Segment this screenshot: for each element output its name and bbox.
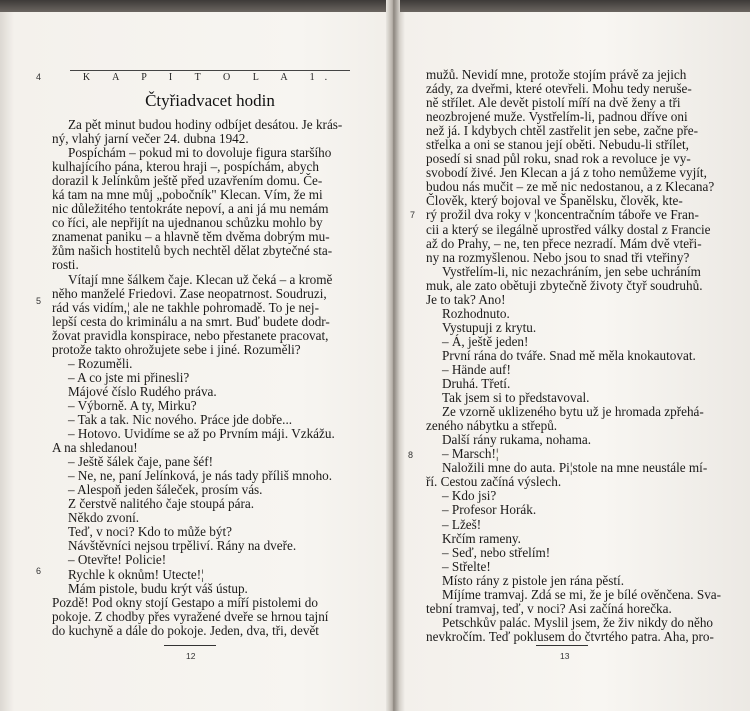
text-line: – Tak a tak. Nic nového. Práce jde dobře... bbox=[68, 411, 293, 427]
text-line: až do Prahy, – ne, ten přece nezradí. Mám dvě vteři- bbox=[426, 235, 702, 251]
right-footer-rule bbox=[536, 645, 588, 646]
text-line: Z čerstvě nalitého čaje stoupá pára. bbox=[68, 496, 255, 512]
text-line: – Rozuměli. bbox=[68, 355, 133, 371]
left-corner-number: 4 bbox=[36, 72, 42, 82]
text-line: Petschkův palác. Myslil jsem, že živ nikdy do něho bbox=[442, 614, 714, 630]
text-line: rosti. bbox=[52, 257, 79, 273]
text-line: něho manželé Friedovi. Zase neopatrnost. Soudruzi, bbox=[52, 285, 327, 301]
left-margin-mark-2: 6 bbox=[36, 566, 42, 576]
text-line: Je to tak? Ano! bbox=[426, 291, 506, 307]
text-line: žovat pravidla konspirace, nebo přestanete pracovat, bbox=[52, 327, 329, 343]
text-line: ří. Cestou začíná výslech. bbox=[426, 474, 562, 490]
text-line: ny na rozmyšlenou. Nebo jsou to snad tři vteřiny? bbox=[426, 249, 690, 265]
text-line: – Střelte! bbox=[442, 558, 491, 574]
text-line: neozbrojené muže. Vystřelím-li, padnou dříve oni bbox=[426, 109, 688, 125]
text-line: kulhajícího pána, kterou hraji –, pospíchám, abych bbox=[52, 159, 319, 175]
text-line: než já. I kdybych chtěl zastřelit jen sebe, začne pře- bbox=[426, 123, 699, 139]
text-line: Rozhodnuto. bbox=[442, 305, 510, 321]
text-line: mužů. Nevidí mne, protože stojím právě za jejich bbox=[426, 67, 687, 82]
chapter-heading bbox=[70, 62, 350, 111]
text-line: – Otevřte! Policie! bbox=[68, 552, 167, 568]
text-line: znamenat paniku – a hlavně těm dvěma dobrým mu- bbox=[52, 229, 330, 245]
text-line: Druhá. Třetí. bbox=[442, 376, 511, 392]
text-line: do kuchyně a dále do pokoje. Jeden, dva, tři, devět bbox=[52, 622, 319, 638]
text-line: – Seď, nebo střelím! bbox=[442, 544, 551, 560]
left-margin-mark-1: 5 bbox=[36, 296, 42, 306]
text-line: Pospíchám – pokud mi to dovoluje figura staršího bbox=[68, 145, 332, 161]
text-line: Za pět minut budou hodiny odbíjet desátou. Je krás- bbox=[68, 117, 343, 132]
right-page-number: 13 bbox=[560, 651, 570, 661]
text-line: – Výborně. A ty, Mirku? bbox=[68, 397, 197, 413]
text-line: tební tramvaj, teď, v noci? Asi začíná horečka. bbox=[426, 600, 672, 616]
text-line: Vystřelím-li, nic nezachráním, jen sebe uchráním bbox=[442, 263, 701, 279]
book-binding bbox=[386, 0, 400, 711]
text-line: – Ještě šálek čaje, pane šéf! bbox=[68, 454, 213, 470]
text-line: – Lžeš! bbox=[442, 516, 482, 532]
right-page-text bbox=[426, 68, 726, 644]
left-footer-rule bbox=[164, 645, 216, 646]
left-page-number: 12 bbox=[186, 651, 196, 661]
text-line: Vítají mne šálkem čaje. Klecan už čeká – a kromě bbox=[68, 271, 333, 287]
text-line: – A co jste mi přinesli? bbox=[68, 369, 190, 385]
right-margin-mark-2: 8 bbox=[408, 450, 414, 460]
text-line: – Marsch!¦ bbox=[442, 446, 499, 462]
text-line: nevkročím. Teď poklusem do čtvrtého patra. Aha, pro- bbox=[426, 628, 714, 644]
text-line: – Á, ještě jeden! bbox=[442, 333, 529, 349]
text-line: Rychle k oknům! Utecte!¦ bbox=[68, 566, 204, 582]
text-line: rý prožil dva roky v ¦koncentračním táboře ve Fran- bbox=[426, 207, 699, 223]
text-line: žům našich hostitelů bych nechtěl dělat zbytečné sta- bbox=[52, 243, 333, 259]
text-line: nic důležitého tentokráte nepoví, a ani já mu nemám bbox=[52, 201, 329, 217]
text-line: svobodí živé. Jen Klecan a já z toho nemůžeme vyjít, bbox=[426, 165, 707, 181]
text-line: Teď, v noci? Kdo to může být? bbox=[68, 524, 232, 540]
text-line: střelka a oni se stanou její oběti. Nebudu-li střílet, bbox=[426, 137, 689, 153]
text-line: dorazil k Jelínkům ještě před uzavřením domu. Če- bbox=[52, 173, 323, 189]
text-line: zády, za dveřmi, které otevřeli. Mohu tedy neruše- bbox=[426, 81, 692, 97]
right-margin-mark-1: 7 bbox=[410, 210, 416, 220]
text-line: Další rány rukama, nohama. bbox=[442, 432, 592, 448]
text-line: posedí si snad půl roku, snad rok a revoluce je vy- bbox=[426, 151, 691, 167]
text-line: A na shledanou! bbox=[52, 440, 138, 456]
text-line: Návštěvníci nejsou trpěliví. Rány na dveře. bbox=[68, 538, 297, 554]
text-line: Májové číslo Rudého práva. bbox=[68, 383, 217, 399]
text-line: Někdo zvoní. bbox=[68, 510, 140, 526]
chapter-rule bbox=[70, 70, 350, 71]
text-line: muk, ale zato obětuji zbytečně životy čtyř soudruhů. bbox=[426, 277, 703, 293]
text-line: Tak jsem si to představoval. bbox=[442, 390, 590, 406]
text-line: První rána do tváře. Snad mě měla knokautovat. bbox=[442, 347, 696, 363]
left-page-text bbox=[52, 118, 378, 638]
text-line: Ze vzorně uklizeného bytu už je hromada zpřehá- bbox=[442, 404, 704, 420]
text-line: Krčím rameny. bbox=[442, 530, 521, 546]
text-line: lepší cesta do kriminálu a na smrt. Buď budete dodr- bbox=[52, 313, 330, 329]
text-line: – Kdo jsi? bbox=[442, 488, 497, 504]
text-line: protože takto ohrožujete sebe i jiné. Rozuměli? bbox=[52, 341, 301, 357]
text-line: Místo rány z pistole jen rána pěstí. bbox=[442, 572, 625, 588]
text-line: budou nás mučit – ze mě nic nedostanou, a z Klecana? bbox=[426, 179, 715, 195]
text-line: – Alespoň jeden šáleček, prosím vás. bbox=[68, 482, 263, 498]
text-line: Pozdě! Pod okny stojí Gestapo a míří pistolemi do bbox=[52, 594, 318, 610]
text-line: rád vás vidím,¦ ale ne takhle pohromadě. To je nej- bbox=[52, 299, 319, 315]
chapter-label: K A P I T O L A 1. bbox=[82, 72, 338, 83]
text-line: Vystupuji z krytu. bbox=[442, 319, 537, 335]
text-line: ný, vlahý jarní večer 24. dubna 1942. bbox=[52, 131, 249, 147]
text-line: cii a který se ilegálně uprostřed války dostal z Francie bbox=[426, 221, 711, 237]
scanner-top-edge bbox=[0, 0, 750, 12]
text-line: – Hände auf! bbox=[442, 361, 511, 377]
text-line: ká tam na mne můj „pobočník" Klecan. Vím, že mi bbox=[52, 187, 323, 203]
text-line: – Profesor Horák. bbox=[442, 502, 537, 518]
text-line: co říci, ale nepřijít na ujednanou schůzku mohlo by bbox=[52, 215, 323, 231]
text-line: Naložili mne do auta. Pi¦stole na mne neustále mí- bbox=[442, 460, 708, 476]
text-line: pokoje. Z chodby přes vyražené dveře se hrnou tajní bbox=[52, 608, 329, 624]
text-line: ně střílet. Ale devět pistolí míří na dvě ženy a tři bbox=[426, 95, 681, 111]
text-line: zeného nábytku a střepů. bbox=[426, 418, 558, 434]
chapter-title: Čtyřiadvacet hodin bbox=[145, 91, 275, 110]
text-line: Míjíme tramvaj. Zdá se mi, že je bílé ověnčena. Sva- bbox=[442, 586, 722, 602]
text-line: Člověk, který bojoval ve Španělsku, člověk, kte- bbox=[426, 193, 683, 209]
text-line: – Ne, ne, paní Jelínková, je nás tady příliš mnoho. bbox=[68, 468, 333, 484]
text-line: Mám pistole, budu krýt váš ústup. bbox=[68, 580, 248, 596]
text-line: – Hotovo. Uvidíme se až po Prvním máji. Vzkážu. bbox=[68, 426, 335, 442]
